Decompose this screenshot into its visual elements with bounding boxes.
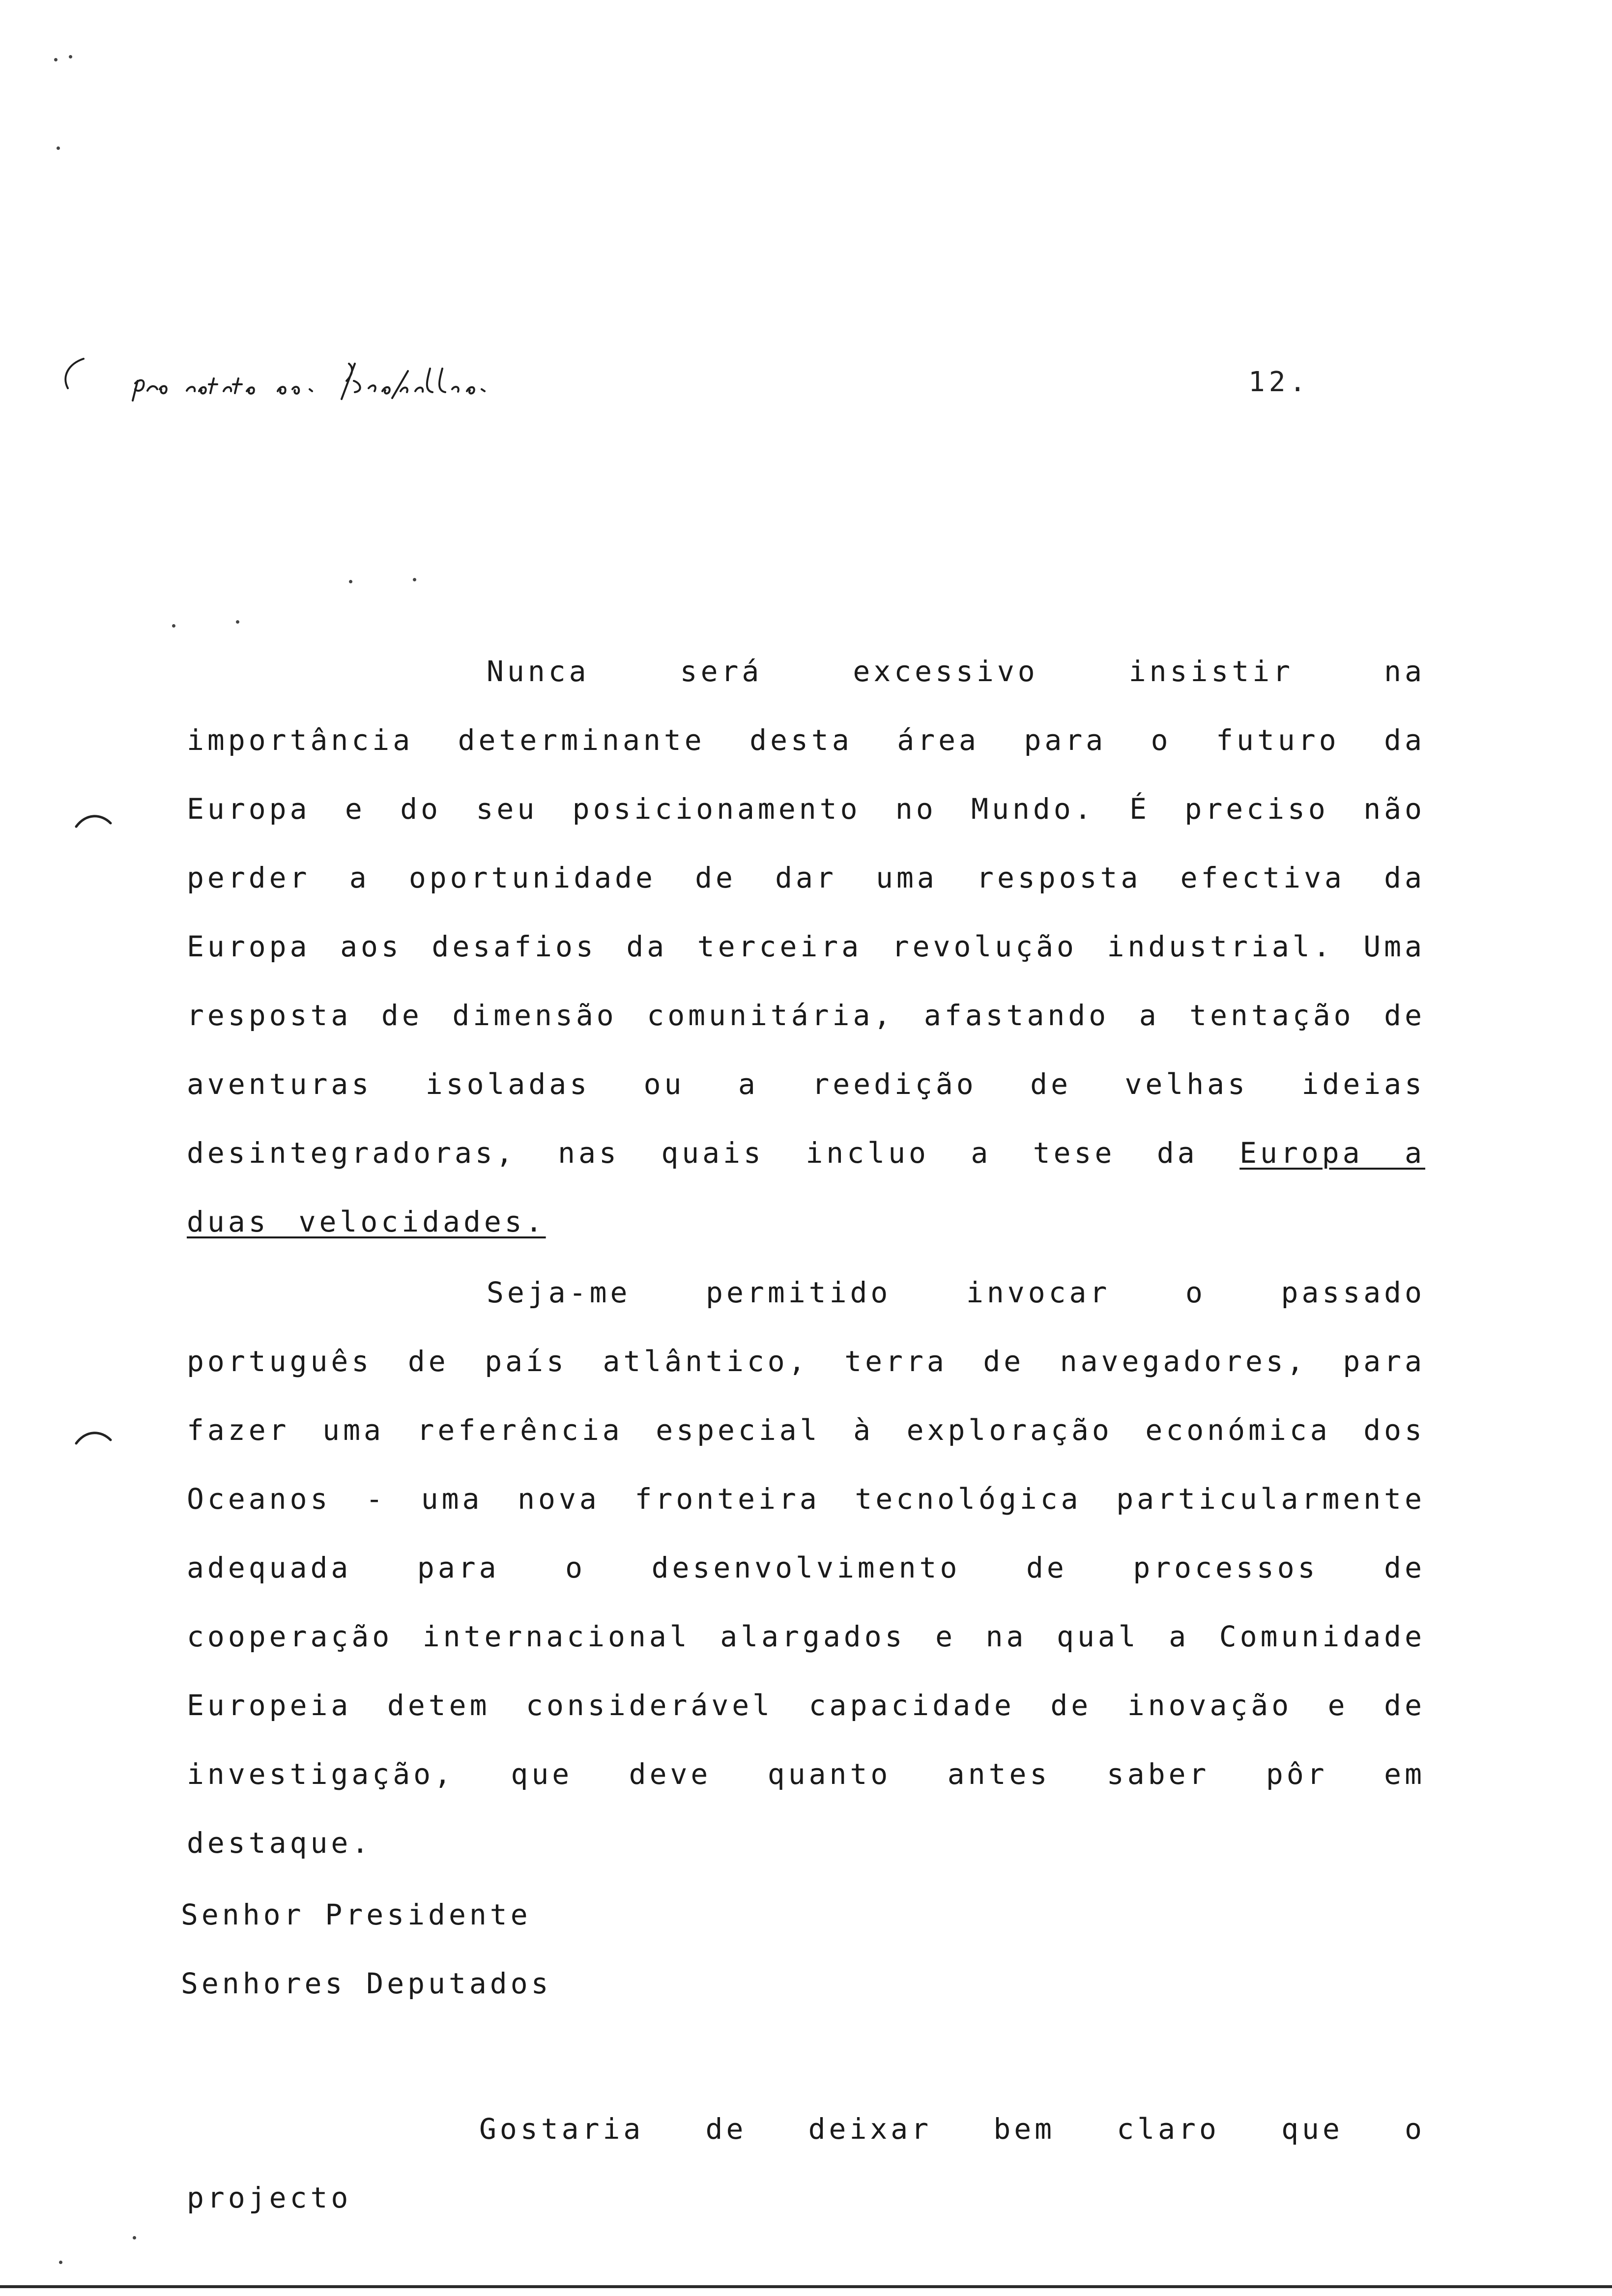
paragraph-2-text: Seja-me permitido invocar o passado português de país atlântico, terra de navegadores, para fazer uma referência especial à exploração económica dos Oceanos - uma nova fronteira tecnológica particularmente adequada para o desenvolvimento de processos de cooperação internacional alargados e na qual a Comunidade Europeia detem considerável capacidade de inovação e de investigação, que deve quanto antes saber pôr em destaque.	[187, 1276, 1425, 1860]
margin-mark	[74, 1428, 113, 1447]
page-number: 12.	[1248, 366, 1310, 398]
scan-speck	[236, 620, 239, 624]
scan-speck	[349, 580, 352, 583]
closing-fragment	[187, 2095, 1425, 2232]
paragraph-1-text: Nunca será excessivo insistir na importância determinante desta área para o futuro da Europa e do seu posicionamento no Mundo. É preciso não perder a oportunidade de dar uma resposta efectiva da Europa aos desafios da terceira revolução industrial. Uma resposta de dimensão comunitária, afastando a tentação de aventuras isoladas ou a reedição de velhas ideias desintegradoras, nas quais incluo a tese da	[187, 655, 1425, 1170]
scan-speck	[57, 146, 60, 150]
salutation-line-2: Senhores Deputados	[181, 1967, 552, 2000]
paragraph-2	[187, 1258, 1425, 1877]
scan-speck	[413, 578, 416, 581]
closing-fragment-text: Gostaria de deixar bem claro que o projecto	[187, 2112, 1425, 2214]
scan-speck	[59, 2261, 62, 2264]
scan-speck	[54, 58, 58, 61]
scan-speck	[69, 55, 72, 58]
salutation	[181, 1880, 552, 2018]
paragraph-1	[187, 637, 1425, 1256]
underlined-phrase: Europa a duas velocidades.	[187, 1136, 1426, 1238]
margin-mark	[74, 811, 113, 831]
scan-speck	[172, 624, 175, 628]
salutation-line-1: Senhor Presidente	[181, 1898, 531, 1931]
bottom-edge-rule	[0, 2285, 1612, 2288]
handwritten-letterhead	[54, 344, 693, 413]
scan-speck	[133, 2236, 136, 2239]
